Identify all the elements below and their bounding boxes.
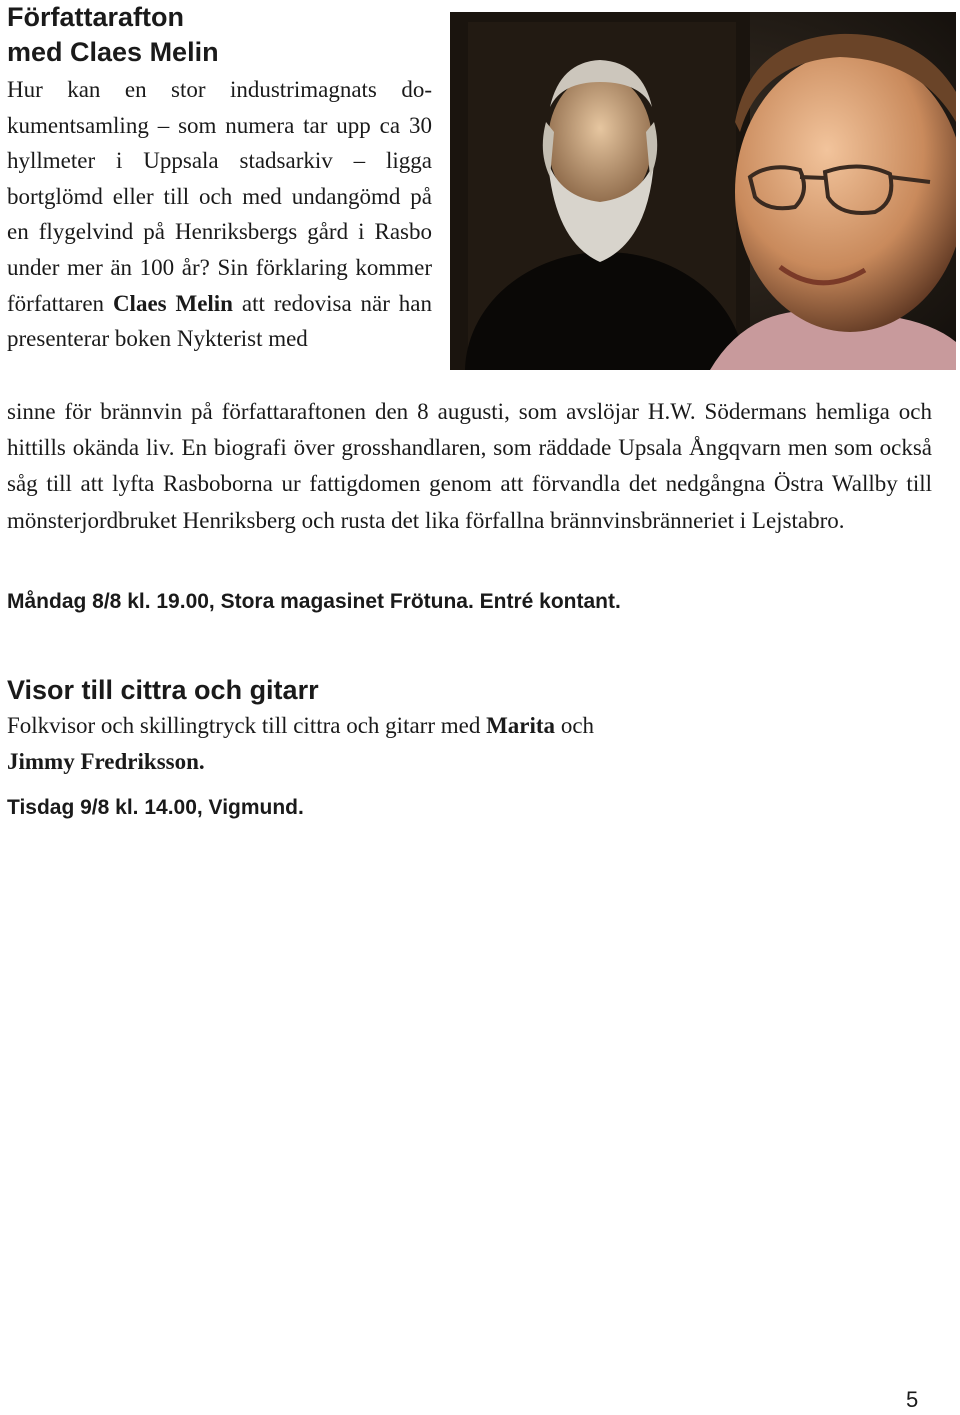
article2-event-details: Tisdag 9/8 kl. 14.00, Vigmund. — [7, 796, 304, 819]
performer-name-marita: Marita — [486, 713, 556, 738]
performer-name-jimmy: Jimmy Fredriksson. — [7, 749, 205, 774]
article2-body — [7, 708, 787, 780]
article1-author-name: Claes Melin — [112, 290, 233, 316]
author-portrait-photo — [450, 12, 956, 370]
article1-event-details: Måndag 8/8 kl. 19.00, Stora magasinet Frötuna. Entré kontant. — [7, 590, 621, 613]
article2-text-start: Folkvisor och skillingtryck till cittra och gitarr med — [7, 713, 487, 738]
article1-title-line2: med Claes Melin — [7, 37, 219, 67]
article1-text-part2: att redovisa när han presenterar boken Nykterist med — [7, 290, 433, 352]
article2-title: Visor till cittra och gitarr — [7, 675, 319, 705]
article1-title — [7, 0, 427, 70]
author-portrait-illustration — [450, 12, 956, 370]
article1-title-line1: Författarafton — [7, 2, 184, 32]
page-number: 5 — [906, 1387, 919, 1412]
article1-body-bottom: sinne för brännvin på författaraftonen den 8 augusti, som avslöjar H.W. Södermans hemliga och hittills okända liv. En biografi över grosshandlaren, som räddade Upsala Ångqvarn men som också såg till att lyfta Rasboborna ur fattigdomen genom att förvandla det nedgångna Östra Wallby till mönsterjordbruket Henriksberg och rusta det lika förfallna brännvinsbränneriet i Lejstabro. — [7, 399, 932, 533]
article1-body-top — [7, 72, 432, 357]
article1-text-part1: Hur kan en stor industrimagnats dokumentsamling – som numera tar upp ca 30 hyllmeter i Uppsala stadsarkiv – ligga bortglömd eller till och med undangömd på en flygelvind på Henriksbergs gård i Rasbo under mer än 100 år? Sin förklaring kommer författaren — [7, 77, 432, 316]
article2-text-mid: och — [555, 713, 595, 738]
